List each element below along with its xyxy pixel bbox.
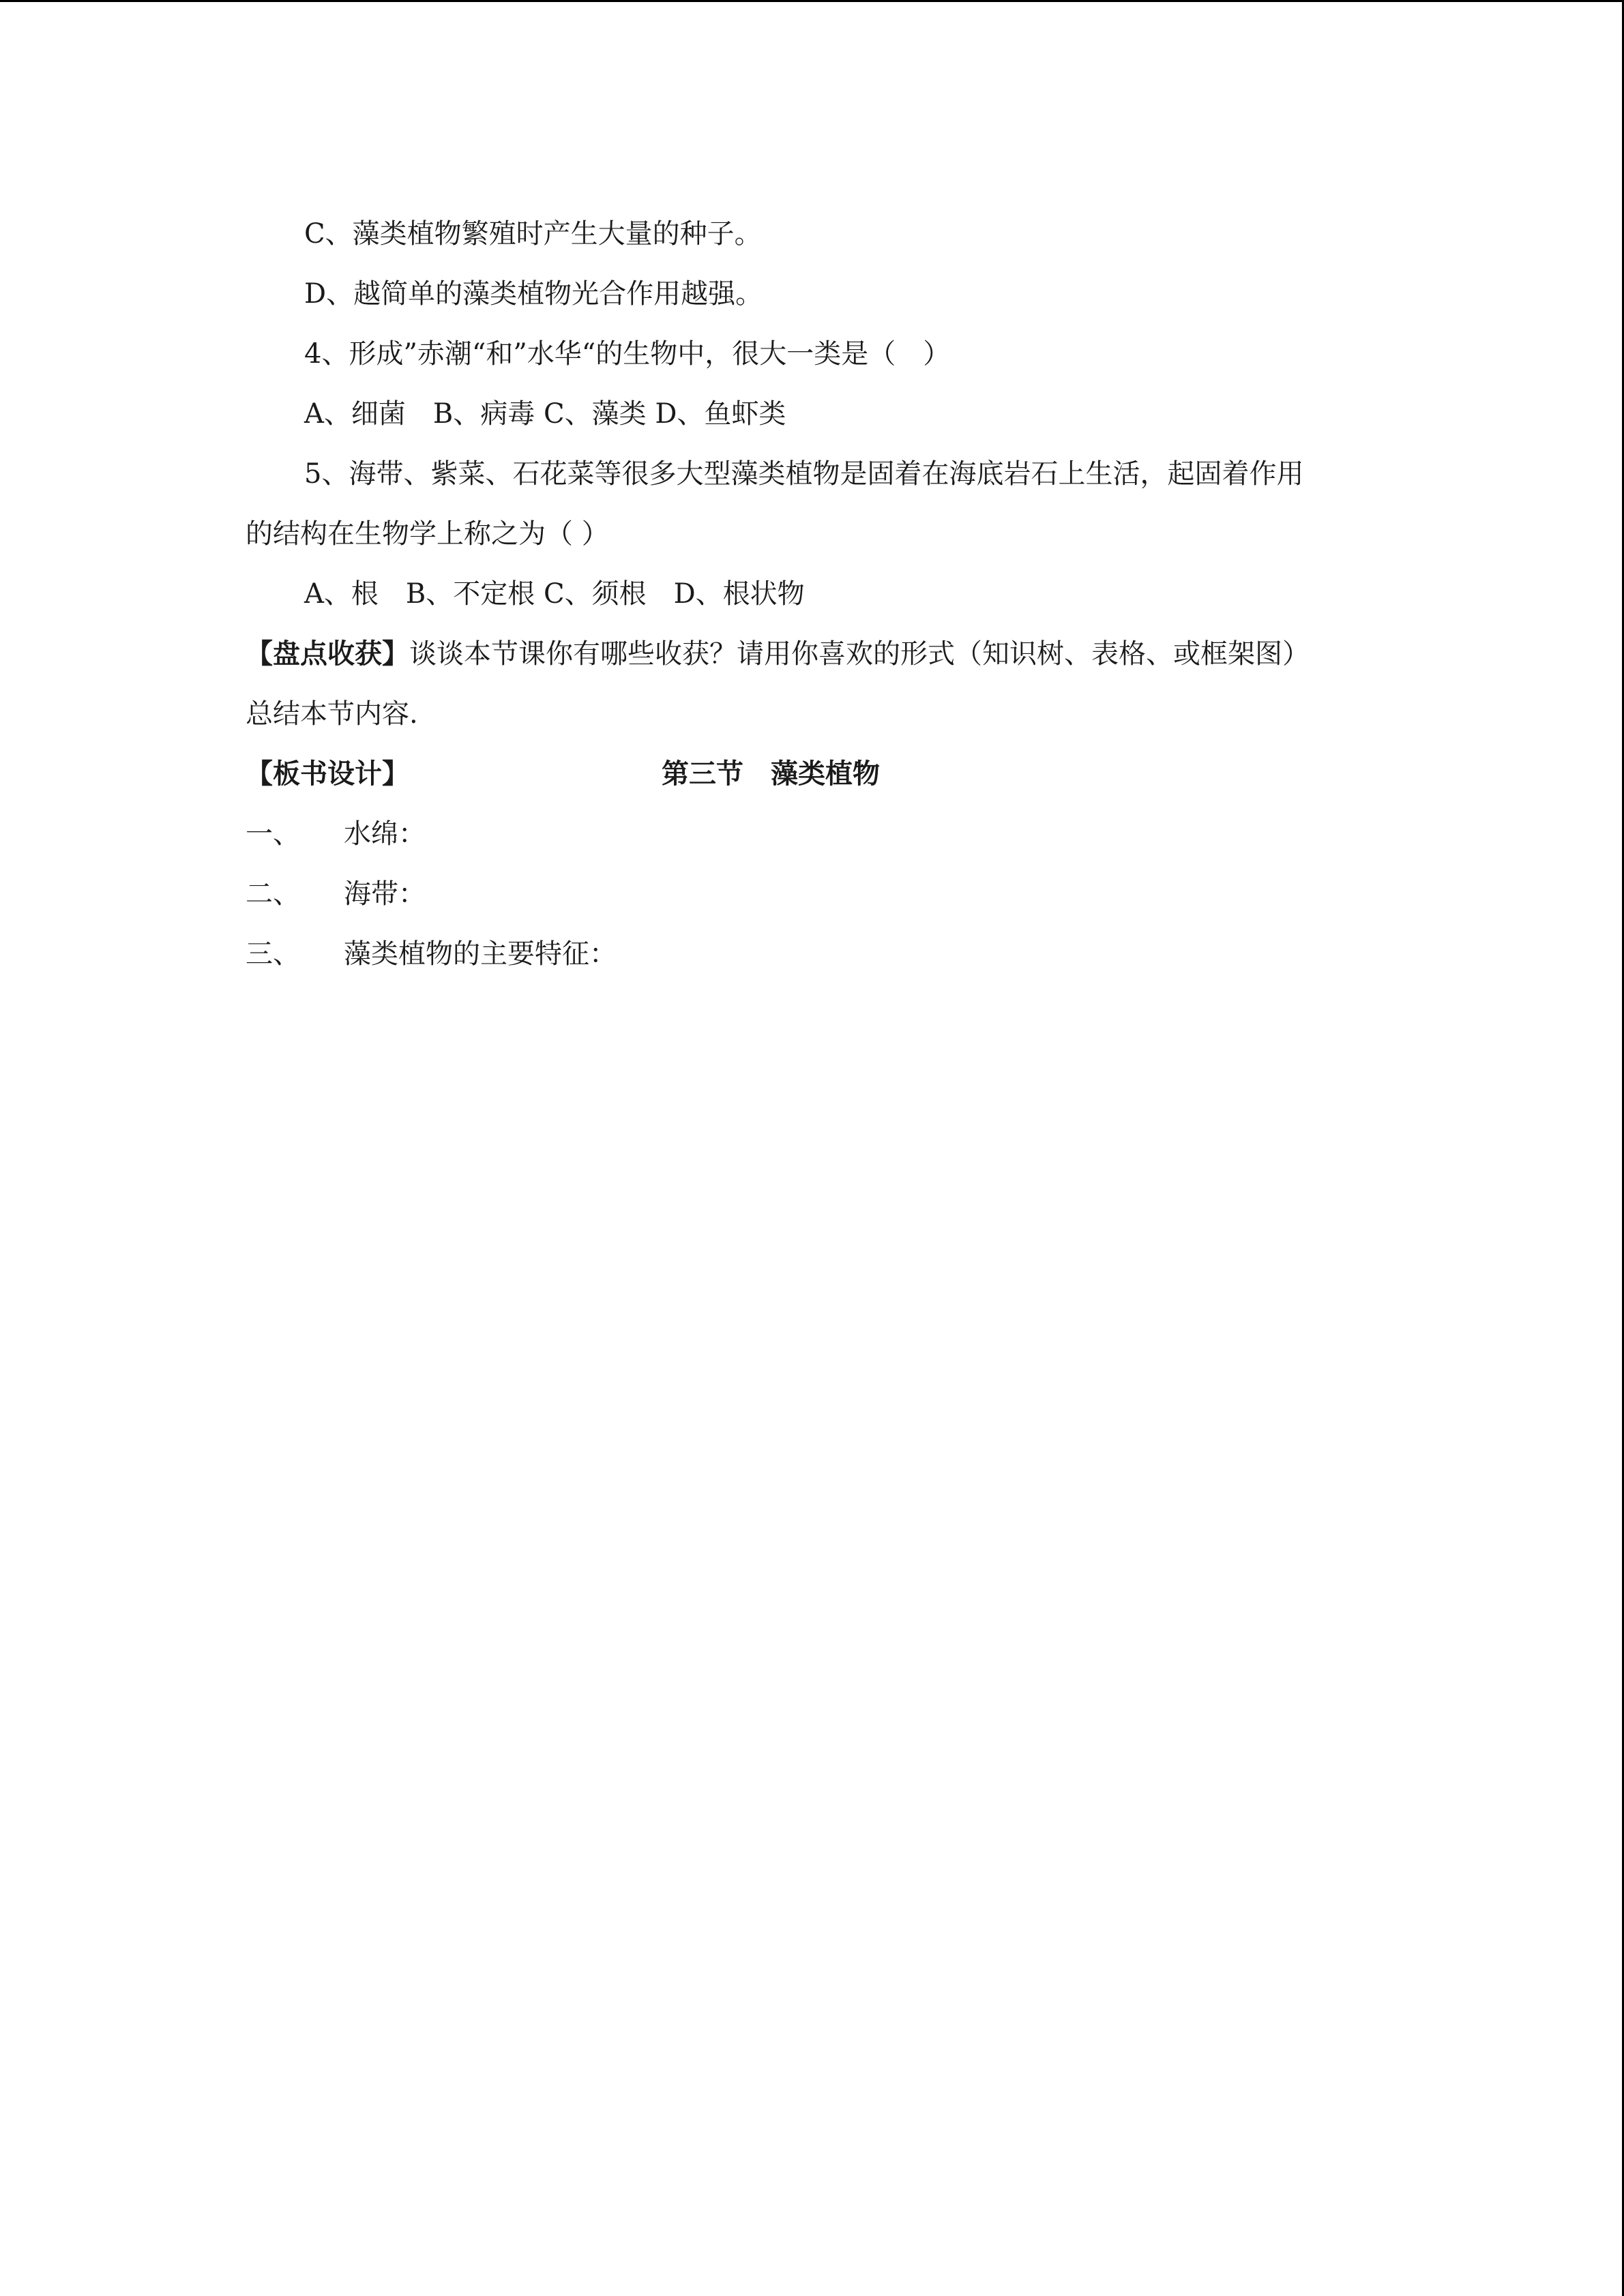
harvest-text-line-2: 总结本节内容. (246, 698, 418, 730)
board-item-number: 一、 (246, 818, 300, 850)
question-4-options: A、细菌 B、病毒 C、藻类 D、鱼虾类 (304, 398, 786, 430)
board-item-number: 二、 (246, 878, 300, 910)
question-4-stem: 4、形成”赤潮“和”水华“的生物中，很大一类是（ ） (304, 338, 951, 370)
board-item-text: 藻类植物的主要特征： (344, 938, 617, 970)
question-3-option-d: D、越简单的藻类植物光合作用越强。 (304, 278, 763, 310)
board-item-number: 三、 (246, 938, 300, 970)
question-5-options: A、根 B、不定根 C、须根 D、根状物 (304, 578, 805, 610)
board-item-text: 海带： (344, 878, 426, 910)
question-3-option-c: C、藻类植物繁殖时产生大量的种子。 (304, 218, 762, 250)
harvest-text-line-1: 谈谈本节课你有哪些收获？请用你喜欢的形式（知识树、表格、或框架图） (409, 638, 1310, 670)
harvest-heading: 【盘点收获】 (246, 638, 409, 670)
board-item-text: 水绵： (344, 818, 426, 850)
section-title: 第三节 藻类植物 (662, 758, 880, 790)
question-5-stem-line-2: 的结构在生物学上称之为（ ） (246, 518, 609, 550)
board-design-heading: 【板书设计】 (246, 758, 409, 790)
page-top-border (0, 0, 1624, 2)
harvest-paragraph (246, 633, 1310, 674)
question-5-stem-line-1: 5、海带、紫菜、石花菜等很多大型藻类植物是固着在海底岩石上生活，起固着作用 (304, 458, 1304, 490)
